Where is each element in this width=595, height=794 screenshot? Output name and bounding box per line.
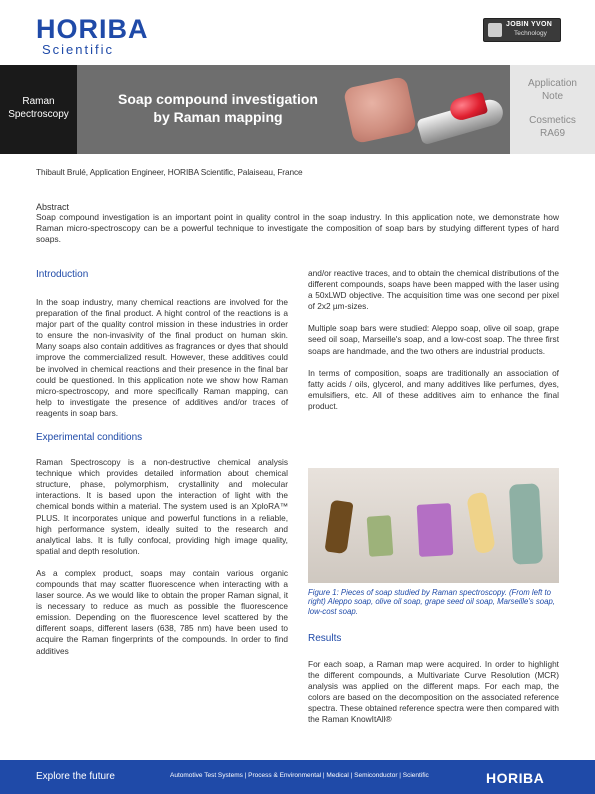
logo-subtitle: Scientific [42,42,115,57]
experimental-paragraph-2: As a complex product, soaps may contain various organic compounds that may scatter fluorescence when interacting with a laser source. As we would like to obtain the proper Raman signal, it is necessary to reduce as much as possible the fluorescence emission. Depending on the fluorescence level scattered by the different soaps, different lasers (638, 785 nm) have been used to acquire the Raman fingerprints of the compounds. In order to find additives [36,567,288,656]
jobin-yvon-tagline: Technology [514,30,547,37]
right-column [308,268,559,412]
note-category-code [510,114,595,140]
results-heading: Results [308,633,342,644]
results-text: For each soap, a Raman map were acquired. In order to highlight the different compounds, a Multivariate Curve Resolution (MCR) analysis was applied on the different maps. For each map, the colors are based on the decomposition on the associated reference spectra. These obtained reference spectra were then compared with the Raman KnowItAll® [308,659,559,725]
low-cost-soap-piece [509,483,543,564]
footer-horiba-logo: HORIBA [486,770,545,786]
experimental-paragraph-1: Raman Spectroscopy is a non-destructive chemical analysis technique which provides detailed information about chemical structure, phase, polymorphism, crystallinity and molecular interactions. It is based upon the interaction of light with the chemical bonds within a material. The system used is an XploRA™ PLUS. It incorporates unique and powerful functions in a reliable, high performance system, ideally suited to the research and analytical labs. It is fully confocal, providing high image quality, spatial and depth resolution. [36,457,288,556]
abstract-text: Soap compound investigation is an important point in quality control in the soap industry. In this application note, we demonstrate how Raman micro-spectroscopy can be a powerful technique to investigate the composition of soap bars by studying different types of hard soaps. [36,212,559,245]
results-section [308,632,559,726]
figure-caption: Figure 1: Pieces of soap studied by Raman spectroscopy. (From left to right) Aleppo soap, olive oil soap, grape seed oil soap, Marseille's soap, low-cost soap. [308,588,555,616]
olive-oil-soap-piece [367,515,394,557]
author-line: Thibault Brulé, Application Engineer, HORIBA Scientific, Palaiseau, France [36,167,303,177]
footer-tagline: Explore the future [36,771,115,782]
horiba-scientific-logo [36,16,149,57]
marseille-soap-piece [466,492,496,555]
abstract-heading: Abstract [36,202,70,212]
footer-business-areas: Automotive Test Systems | Process & Environmental | Medical | Semiconductor | Scientific [170,772,429,779]
application-note-box [510,65,595,154]
jobin-yvon-icon [488,23,502,37]
jobin-yvon-name: JOBIN YVON [506,21,553,28]
topic-line-1: Raman [22,96,55,107]
soap-pieces-photo [308,468,559,583]
footer-bar [0,760,595,794]
note-category: Cosmetics [529,115,576,126]
note-code: RA69 [539,128,565,139]
introduction-heading: Introduction [36,269,89,280]
title-line-2: by Raman mapping [153,109,283,125]
note-line-2: Note [541,91,564,102]
document-title [83,90,353,126]
left-column [36,268,288,657]
experimental-paragraph-3: and/or reactive traces, and to obtain the chemical distributions of the different compounds, soaps have been mapped with the laser using a 50xLWD objective. The acquisition time was one second per pixel of 2x2 µm-sizes. [308,268,559,312]
experimental-paragraph-4: Multiple soap bars were studied: Aleppo soap, olive oil soap, grape seed oil soap, Marseille's soap, and a low-cost soap. The three first soaps are handmade, and the two others are industrial products. [308,323,559,356]
title-line-1: Soap compound investigation [118,91,318,107]
logo-brand: HORIBA [36,14,149,44]
experimental-paragraph-5: In terms of composition, soaps are traditionally an association of fatty acids / oils, glycerol, and many additives like perfumes, dyes, emulsifiers, etc. All of these additives aim to enhance the final product. [308,367,559,411]
grape-seed-oil-soap-piece [417,503,454,557]
introduction-text: In the soap industry, many chemical reactions are involved for the preparation of the final product. A hight control of the reactions is a major part of the quality control mission in these industries in order to ensure the non-invasivity of the final product on human skin. Many soaps also contain additives as fragrances or dyes that should improve the commercialized result. However, these additives could be involved in chemical reactions and their presence in the final bar could be questioned. In this application note we show how Raman micro-spectroscopy, and more specifically Raman mapping, can help to investigate the presence of additives and/or traces of reagents in soap bars. [36,297,288,418]
aleppo-soap-piece [324,500,353,555]
topic-line-2: Spectroscopy [8,109,69,120]
topic-label [0,95,77,121]
jobin-yvon-logo [483,18,561,42]
topic-box [0,65,77,154]
application-note-label [510,77,595,103]
note-line-1: Application [528,78,577,89]
experimental-heading: Experimental conditions [36,432,143,444]
